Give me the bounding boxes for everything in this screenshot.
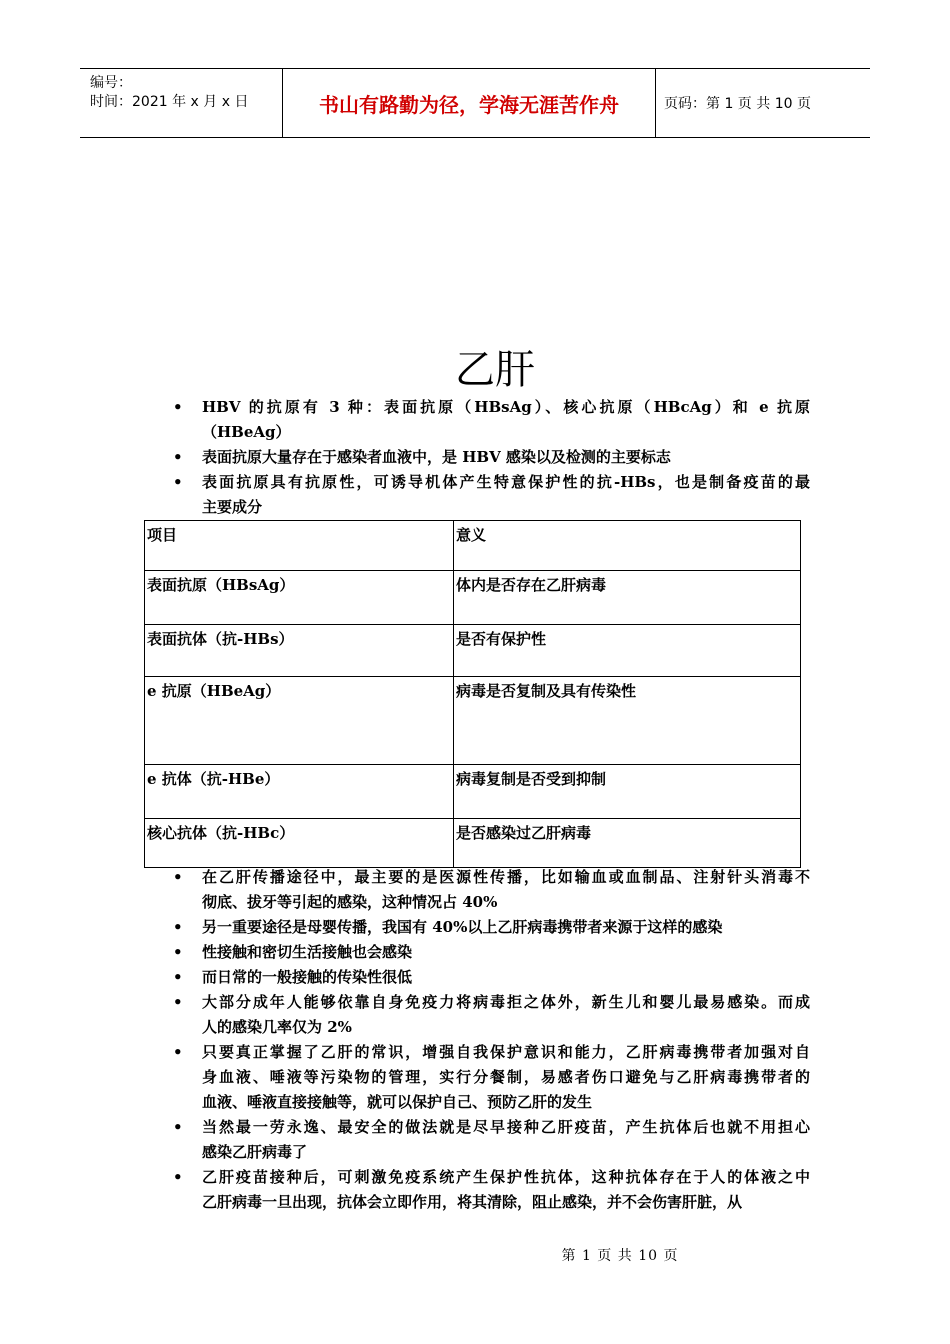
document-date: 时间：2021 年 x 月 x 日 (90, 94, 249, 110)
table-row (145, 625, 801, 677)
intro-bullet-list (170, 395, 810, 520)
list-item (170, 470, 810, 520)
list-item-line: 在乙肝传播途径中，最主要的是医源性传播，比如输血或血制品、注射针头消毒不 (202, 868, 810, 886)
table-row (145, 677, 801, 765)
table-cell: e 抗原（HBeAg） (145, 677, 454, 765)
list-item-line: 另一重要途径是母婴传播，我国有 40%以上乙肝病毒携带者来源于这样的感染 (202, 918, 723, 936)
document-number-label: 编号： (90, 75, 132, 91)
list-item (170, 965, 810, 990)
list-item-line: 人的感染几率仅为 2% (202, 1018, 352, 1036)
bullet-icon: • (173, 1043, 183, 1061)
table-header-cell: 意义 (454, 521, 801, 571)
list-item-line: 彻底、拔牙等引起的感染，这种情况占 40% (202, 893, 498, 911)
list-item-line: 主要成分 (202, 498, 263, 516)
list-item-line: （HBeAg） (202, 423, 291, 441)
list-item-line: 感染乙肝病毒了 (202, 1143, 308, 1161)
table-header-row (145, 521, 801, 571)
table-cell: 是否有保护性 (454, 625, 801, 677)
list-item-line: 乙肝病毒一旦出现，抗体会立即作用，将其清除，阻止感染，并不会伤害肝脏，从 (202, 1193, 743, 1211)
bullet-icon: • (173, 473, 183, 491)
page-header (80, 68, 870, 138)
table-cell: 病毒复制是否受到抑制 (454, 765, 801, 819)
list-item-line: 身血液、唾液等污染物的管理，实行分餐制，易感者伤口避免与乙肝病毒携带者的 (202, 1068, 810, 1086)
list-item-line: 性接触和密切生活接触也会感染 (202, 943, 413, 961)
bullet-icon: • (173, 1118, 183, 1136)
header-motto: 书山有路勤为径，学海无涯苦作舟 (319, 92, 619, 117)
header-info-cell (80, 69, 282, 137)
list-item-line: 乙肝疫苗接种后，可刺激免疫系统产生保护性抗体，这种抗体存在于人的体液之中 (202, 1168, 810, 1186)
transmission-bullet-list (170, 865, 810, 1215)
list-item-line: 只要真正掌握了乙肝的常识，增强自我保护意识和能力，乙肝病毒携带者加强对自 (202, 1043, 810, 1061)
list-item-line: 表面抗原具有抗原性，可诱导机体产生特意保护性的抗-HBs，也是制备疫苗的最 (202, 473, 810, 491)
header-page-info: 页码：第 1 页 共 10 页 (664, 96, 811, 112)
table-row (145, 571, 801, 625)
table-row (145, 765, 801, 819)
list-item (170, 1040, 810, 1115)
list-item-line: 当然最一劳永逸、最安全的做法就是尽早接种乙肝疫苗，产生抗体后也就不用担心 (202, 1118, 810, 1136)
list-item (170, 445, 810, 470)
bullet-icon: • (173, 918, 183, 936)
list-item (170, 865, 810, 915)
bullet-icon: • (173, 968, 183, 986)
bullet-icon: • (173, 868, 183, 886)
list-item-line: 表面抗原大量存在于感染者血液中，是 HBV 感染以及检测的主要标志 (202, 448, 671, 466)
hbv-marker-table (144, 520, 801, 868)
table-cell: 病毒是否复制及具有传染性 (454, 677, 801, 765)
header-page-cell (656, 69, 870, 137)
table-header-cell: 项目 (145, 521, 454, 571)
list-item (170, 1115, 810, 1165)
list-item-line: 而日常的一般接触的传染性很低 (202, 968, 413, 986)
table-cell: 表面抗原（HBsAg） (145, 571, 454, 625)
bullet-icon: • (173, 943, 183, 961)
document-title: 乙肝 (455, 347, 535, 393)
header-motto-cell (282, 69, 656, 137)
table-cell: 是否感染过乙肝病毒 (454, 819, 801, 868)
list-item (170, 915, 810, 940)
bullet-icon: • (173, 993, 183, 1011)
list-item (170, 395, 810, 445)
table-cell: 体内是否存在乙肝病毒 (454, 571, 801, 625)
list-item-line: HBV 的抗原有 3 种：表面抗原（HBsAg）、核心抗原（HBcAg）和 e 抗原 (202, 398, 810, 416)
list-item (170, 990, 810, 1040)
table-cell: e 抗体（抗-HBe） (145, 765, 454, 819)
list-item (170, 1165, 810, 1215)
bullet-icon: • (173, 1168, 183, 1186)
table-cell: 核心抗体（抗-HBc） (145, 819, 454, 868)
list-item-line: 血液、唾液直接接触等，就可以保护自己、预防乙肝的发生 (202, 1093, 593, 1111)
page-footer: 第 1 页 共 10 页 (561, 1248, 679, 1264)
bullet-icon: • (173, 448, 183, 466)
list-item (170, 940, 810, 965)
table-row (145, 819, 801, 868)
table-cell: 表面抗体（抗-HBs） (145, 625, 454, 677)
bullet-icon: • (173, 398, 183, 416)
list-item-line: 大部分成年人能够依靠自身免疫力将病毒拒之体外，新生儿和婴儿最易感染。而成 (202, 993, 810, 1011)
